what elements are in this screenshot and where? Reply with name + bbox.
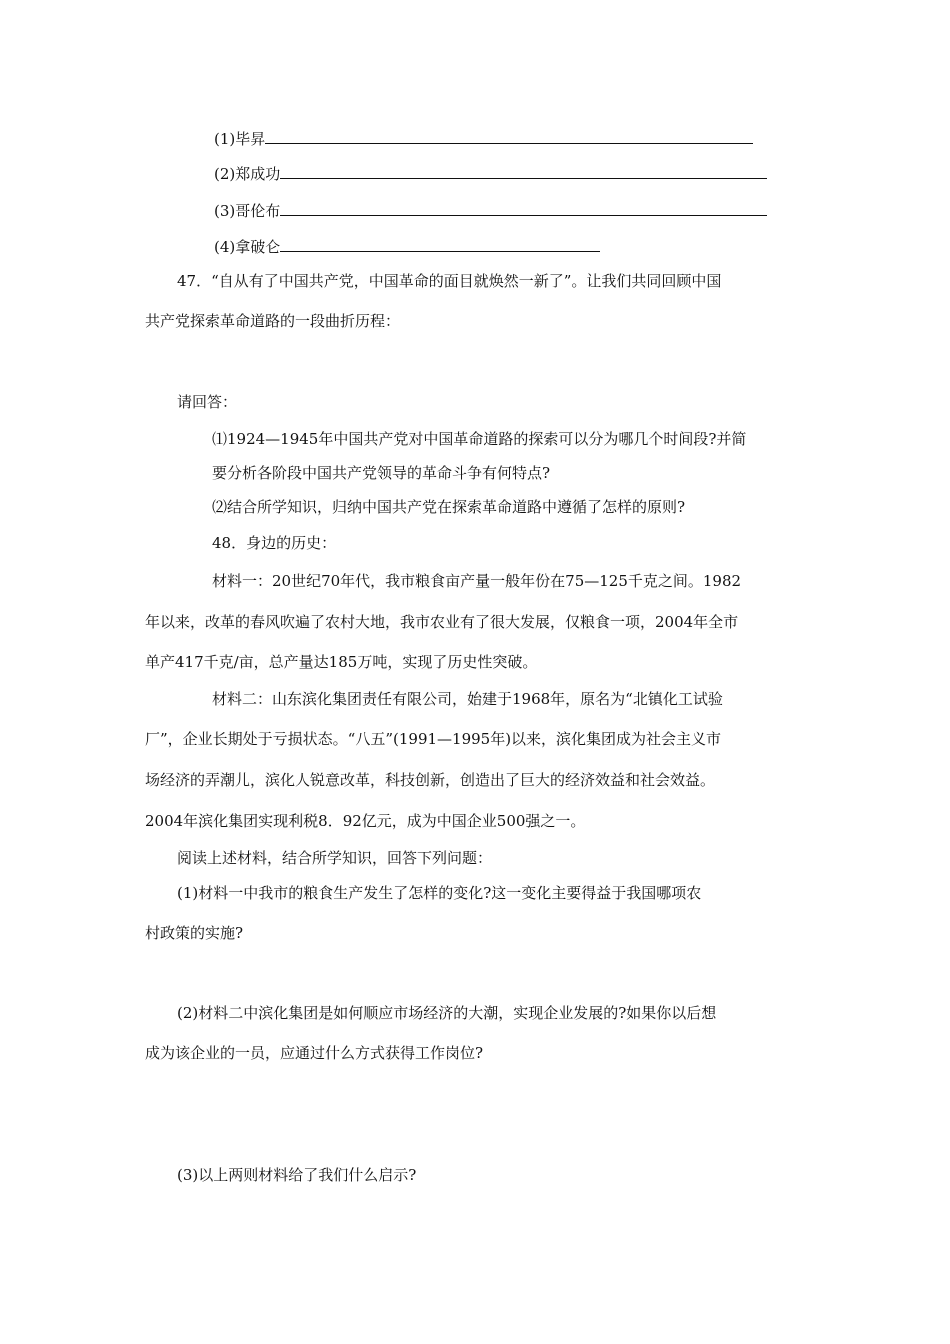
q47-stem-line-2: 共产党探索革命道路的一段曲折历程： [145, 312, 401, 330]
q48-material-2-line-3: 场经济的弄潮儿，滨化人锐意改革，科技创新，创造出了巨大的经济效益和社会效益。 [145, 771, 716, 789]
q48-material-1-line-2: 年以来，改革的春风吹遍了农村大地，我市农业有了很大发展，仅粮食一项，2004年全市 [145, 613, 739, 631]
q48-title: 48．身边的历史： [212, 534, 337, 552]
q48-instruction: 阅读上述材料，结合所学知识，回答下列问题： [177, 849, 493, 867]
q46-item-1-label: (1)毕昇 [214, 130, 266, 148]
q46-item-2-answer-blank[interactable] [280, 162, 767, 179]
q46-item-4 [214, 235, 600, 257]
q48-question-2-line-1: (2)材料二中滨化集团是如何顺应市场经济的大潮，实现企业发展的?如果你以后想 [177, 1004, 717, 1022]
q47-prompt: 请回答： [177, 393, 238, 411]
q47-stem-line-1: 47．“自从有了中国共产党，中国革命的面目就焕然一新了”。让我们共同回顾中国 [177, 272, 722, 290]
q47-sub1-line-1: ⑴1924—1945年中国共产党对中国革命道路的探索可以分为哪几个时间段?并简 [212, 430, 747, 448]
q47-sub1-line-2: 要分析各阶段中国共产党领导的革命斗争有何特点? [212, 464, 551, 482]
q48-material-1-line-1: 材料一：20世纪70年代，我市粮食亩产量一般年份在75—125千克之间。1982 [212, 572, 742, 590]
q46-item-3-answer-blank[interactable] [280, 199, 767, 216]
q46-item-1 [214, 127, 753, 149]
q46-item-3 [214, 199, 767, 221]
q48-material-2-line-1: 材料二：山东滨化集团责任有限公司，始建于1968年，原名为“北镇化工试验 [212, 690, 723, 708]
q47-sub2: ⑵结合所学知识，归纳中国共产党在探索革命道路中遵循了怎样的原则? [212, 498, 686, 516]
q46-item-2-label: (2)郑成功 [214, 165, 281, 183]
q48-material-1-line-3: 单产417千克/亩，总产量达185万吨，实现了历史性突破。 [145, 653, 538, 671]
q46-item-4-label: (4)拿破仑 [214, 238, 281, 256]
q48-question-3: (3)以上两则材料给了我们什么启示? [177, 1166, 417, 1184]
q46-item-2 [214, 162, 767, 184]
q48-question-1-line-2: 村政策的实施? [145, 924, 244, 942]
q46-item-3-label: (3)哥伦布 [214, 202, 281, 220]
q48-question-2-line-2: 成为该企业的一员，应通过什么方式获得工作岗位? [145, 1044, 484, 1062]
q46-item-1-answer-blank[interactable] [265, 127, 753, 144]
q48-question-1-line-1: (1)材料一中我市的粮食生产发生了怎样的变化?这一变化主要得益于我国哪项农 [177, 884, 702, 902]
q46-item-4-answer-blank[interactable] [280, 235, 600, 252]
q48-material-2-line-2: 厂”，企业长期处于亏损状态。“八五”(1991—1995年)以来，滨化集团成为社会主义市 [145, 730, 722, 748]
q48-material-2-line-4: 2004年滨化集团实现利税8．92亿元，成为中国企业500强之一。 [145, 812, 586, 830]
